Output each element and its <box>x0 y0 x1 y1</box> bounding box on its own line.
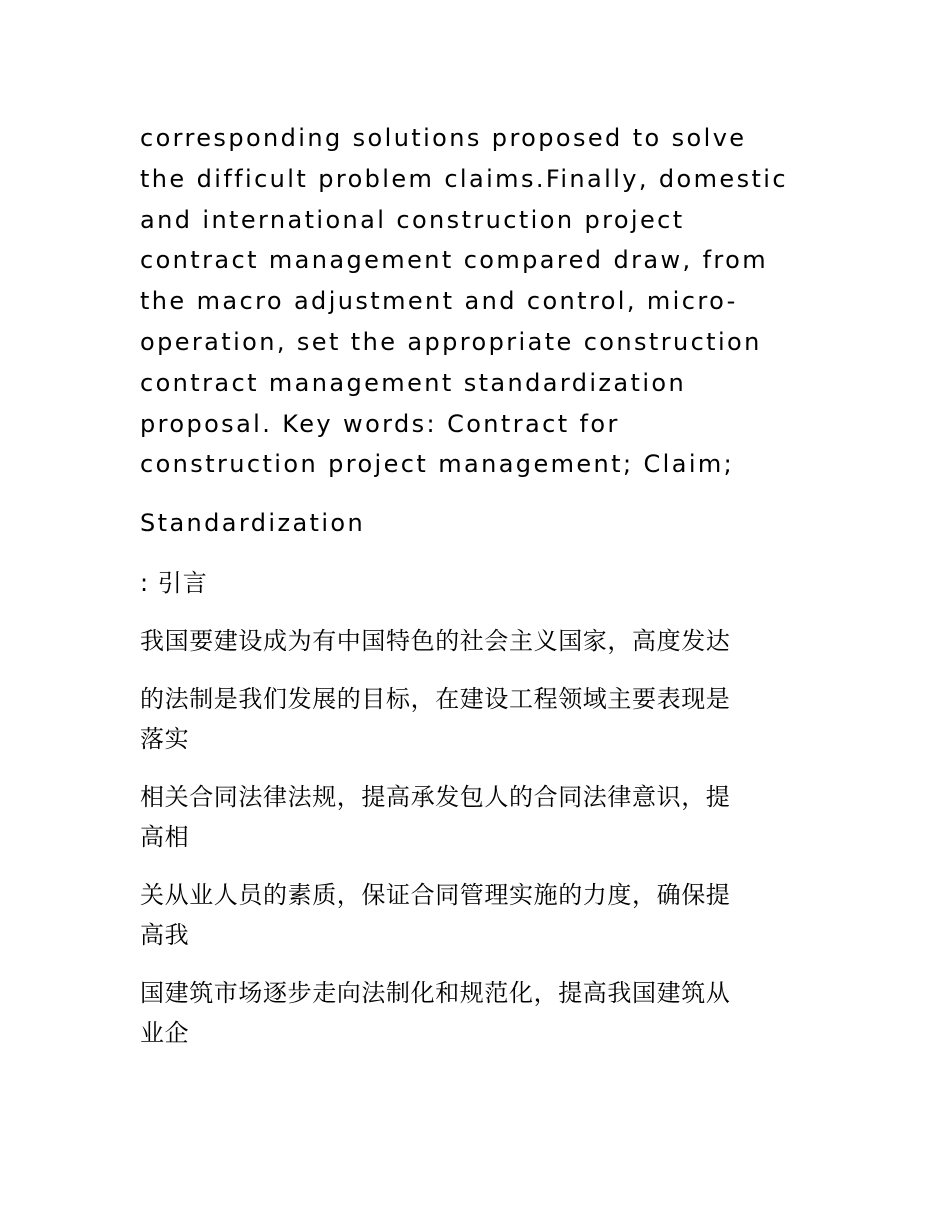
keyword-tail: Standardization <box>140 509 366 538</box>
body-paragraph: 我国要建设成为有中国特色的社会主义国家，高度发达 <box>140 627 731 656</box>
body-paragraph: 关从业人员的素质，保证合同管理实施的力度，确保提 高我 <box>140 881 731 950</box>
body-paragraph: 的法制是我们发展的目标，在建设工程领域主要表现是 落实 <box>140 685 731 754</box>
section-heading-introduction: : 引言 <box>140 569 208 598</box>
document-page <box>140 118 800 1053</box>
body-paragraph: 相关合同法律法规，提高承发包人的合同法律意识，提 高相 <box>140 783 731 852</box>
abstract-continuation: corresponding solutions proposed to solve the difficult problem claims.Finally, domestic and international construction project contract management compared draw, from the macro adjustment and control, micro- operation, set the appropriate construction contract management standardization proposal. Key words: Contract for construction project management; Claim; <box>140 124 788 479</box>
body-paragraph: 国建筑市场逐步走向法制化和规范化，提高我国建筑从 业企 <box>140 979 731 1048</box>
